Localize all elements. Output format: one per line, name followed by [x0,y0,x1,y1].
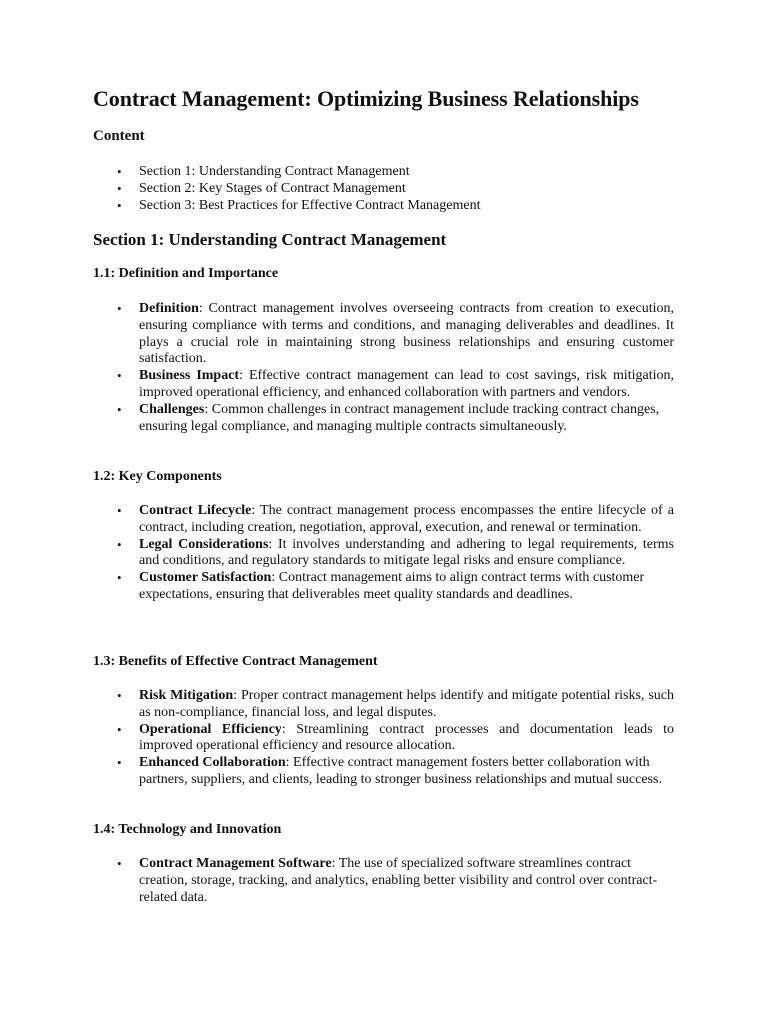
bullet-list [93,688,674,789]
bullet-icon: • [117,721,122,737]
bullet-list [93,856,674,906]
bullet-icon: • [117,503,122,518]
list-item: • Risk Mitigation: Proper contract management helps identify and mitigate potential risks, such as non-compliance, financial loss, and legal disputes. [117,688,674,720]
list-item: • Customer Satisfaction: Contract management aims to align contract terms with customer expectations, ensuring that deliverables meet quality standards and deadlines. [117,570,645,602]
bullet-icon: • [117,181,122,196]
bullet-icon: • [117,301,122,316]
toc-item: • Section 3: Best Practices for Effective Contract Management [117,198,481,213]
list-item: • Contract Lifecycle: The contract management process encompasses the entire lifecycle of a contract, including creation, negotiation, approval, execution, and renewal or termination. [117,503,674,535]
section-heading: Section 1: Understanding Contract Management [93,230,447,249]
list-item: • Contract Management Software: The use of specialized software streamlines contract creation, storage, tracking, and analytics, enabling better visibility and control over contract-related data. [117,856,658,905]
bullet-list [93,503,674,604]
toc-item: • Section 1: Understanding Contract Management [117,164,410,179]
bullet-list [93,301,674,435]
subsection-heading: 1.2: Key Components [93,469,222,484]
subsection-heading: 1.1: Definition and Importance [93,266,279,281]
bullet-icon: • [117,198,122,213]
bullet-icon: • [117,856,122,871]
bullet-icon: • [117,688,122,703]
list-item: • Challenges: Common challenges in contract management include tracking contract changes, ensuring legal compliance, and managing multiple contracts simultaneously. [117,401,660,434]
document-title: Contract Management: Optimizing Business Relationships [93,86,639,111]
list-item: • Enhanced Collaboration: Effective contract management fosters better collaboration with partners, suppliers, and clients, leading to stronger business relationships and mutual success. [117,755,662,787]
subsection-heading: 1.4: Technology and Innovation [93,822,282,837]
bullet-icon: • [117,536,122,552]
list-item: • Operational Efficiency: Streamlining contract processes and documentation leads to improved operational efficiency and resource allocation. [117,721,675,754]
bullet-icon: • [117,401,122,417]
toc-item: • Section 2: Key Stages of Contract Management [117,181,406,196]
list-item: • Definition: Contract management involves overseeing contracts from creation to execution, ensuring compliance with terms and conditions, and managing deliverables and deadlines. It plays a crucial role in maintaining strong business relationships and ensuring customer satisfaction. [117,301,674,367]
table-of-contents [93,163,480,214]
bullet-icon: • [117,164,122,179]
list-item: • Legal Considerations: It involves understanding and adhering to legal requirements, terms and conditions, and regulatory standards to mitigate legal risks and ensure compliance. [117,536,674,569]
bullet-icon: • [117,755,122,771]
bullet-icon: • [117,368,122,384]
subsection-heading: 1.3: Benefits of Effective Contract Management [93,654,378,669]
content-label: Content [93,128,145,144]
bullet-icon: • [117,570,122,586]
list-item: • Business Impact: Effective contract management can lead to cost savings, risk mitigation, improved operational efficiency, and enhanced collaboration with partners and vendors. [117,368,674,400]
